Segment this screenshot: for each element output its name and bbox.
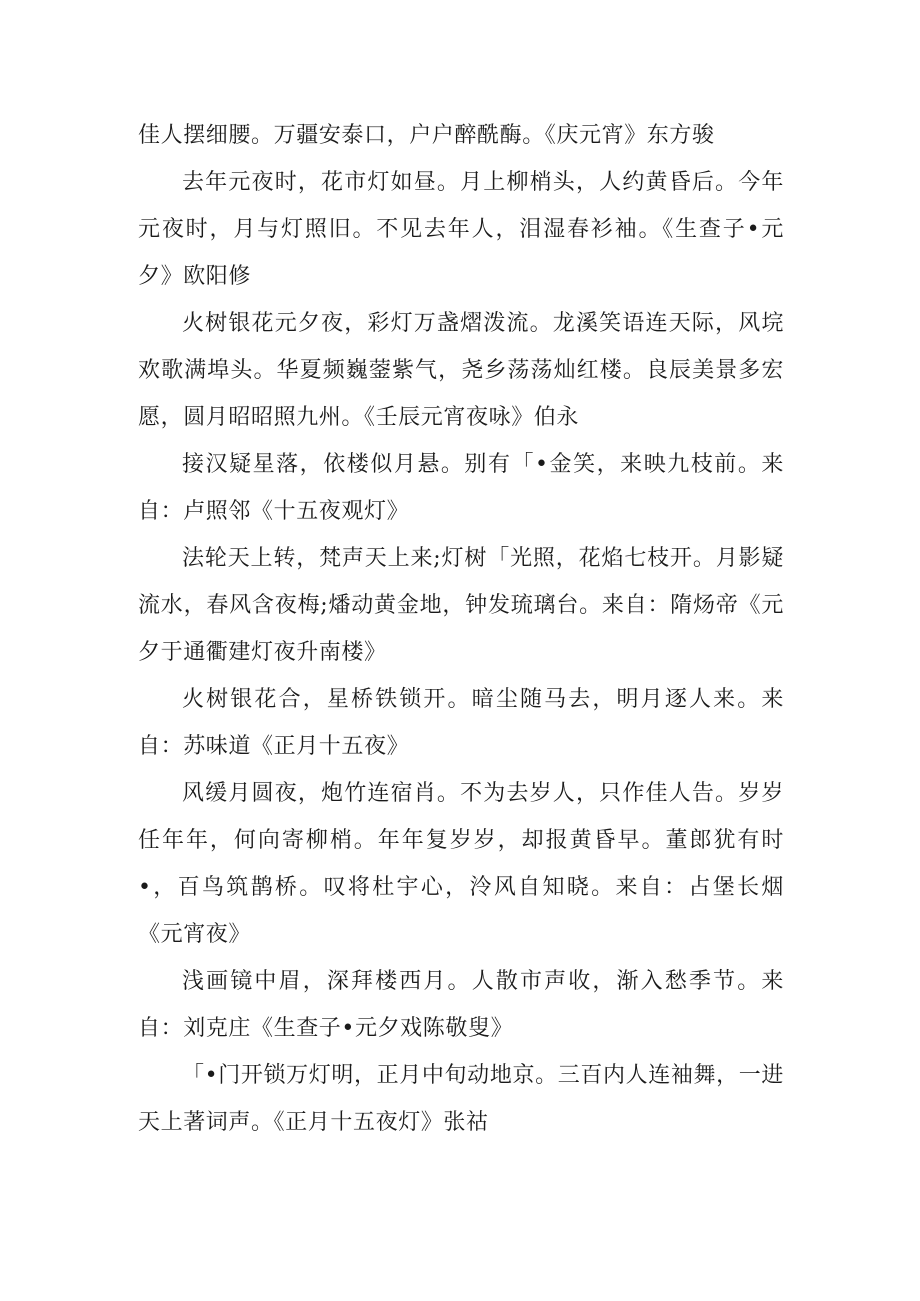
- paragraph-qing-yuan-xiao: 佳人摆细腰。万疆安泰口，户户醉酰酶。《庆元宵》东方骏: [138, 123, 715, 148]
- paragraph-sheng-cha-zi-xi-chen-jing-sou: 浅画镜中眉，深拜楼西月。人散市声收，渐入愁季节。来自：刘克庄《生查子•元夕戏陈敬叟》: [138, 969, 784, 1041]
- paragraph-zheng-yue-shi-wu-ye: 火树银花合，星桥铁锁开。暗尘随马去，明月逐人来。来自：苏味道《正月十五夜》: [138, 687, 784, 759]
- paragraph-ren-chen-yuan-xiao-ye-yong: 火树银花元夕夜，彩灯万盏熠泼流。龙溪笑语连天际，风垸欢歌满埠头。华夏频巍蓥紫气，尧乡荡荡灿红楼。良辰美景多宏愿，圆月昭昭照九州。《壬辰元宵夜咏》伯永: [138, 311, 784, 430]
- paragraph-zheng-yue-shi-wu-ye-deng: 「•门开锁万灯明，正月中旬动地京。三百内人连袖舞，一进天上著词声。《正月十五夜灯》张祜: [138, 1063, 784, 1135]
- paragraph-sheng-cha-zi-yuan-xi: 去年元夜时，花市灯如昼。月上柳梢头，人约黄昏后。今年元夜时，月与灯照旧。不见去年人，泪湿春衫袖。《生查子•元夕》欧阳修: [138, 170, 784, 289]
- paragraph-yuan-xi-jian-deng-ye: 法轮天上转，梵声天上来;灯树「光照，花焰七枝开。月影疑流水，春风含夜梅;燔动黄金地，钟发琉璃台。来自：隋炀帝《元夕于通衢建灯夜升南楼》: [138, 546, 784, 665]
- document-body: [138, 112, 784, 1146]
- paragraph-yuan-xiao-ye: 风缓月圆夜，炮竹连宿肖。不为去岁人，只作佳人告。岁岁任年年，何向寄柳梢。年年复岁岁，却报黄昏早。董郎犹有时•，百鸟筑鹊桥。叹将杜宇心，泠风自知晓。来自：占堡长烟《元宵夜》: [138, 781, 784, 947]
- paragraph-shi-wu-ye-guan-deng: 接汉疑星落，依楼似月悬。别有「•金笑，来映九枝前。来自：卢照邻《十五夜观灯》: [138, 452, 784, 524]
